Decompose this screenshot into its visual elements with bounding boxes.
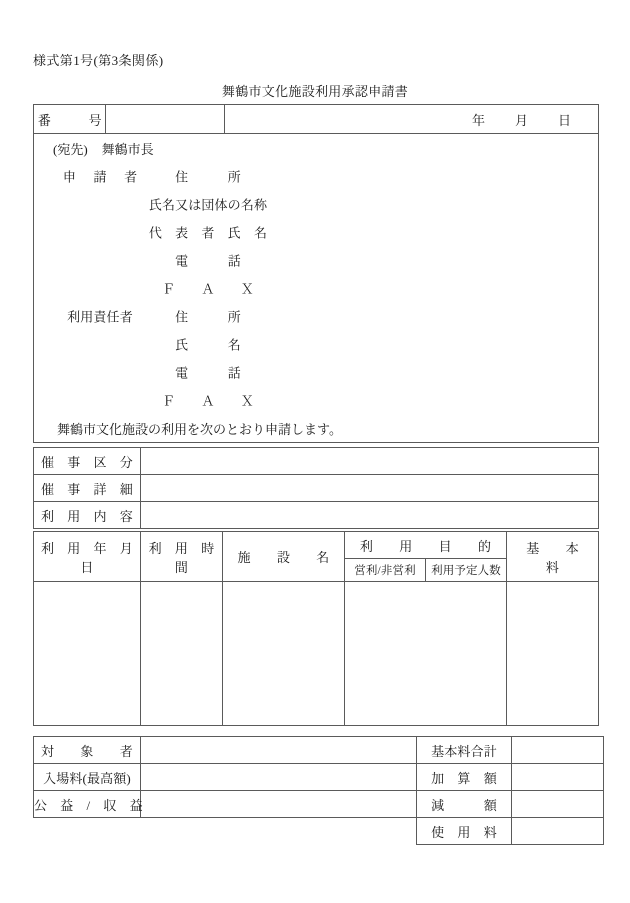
- public-profit-label-text: 公 益 / 収 益: [34, 797, 143, 813]
- applicant-fax-row: [34, 274, 599, 302]
- manager-phone-label: 電 話: [175, 365, 241, 381]
- number-label: [34, 105, 106, 134]
- page-title: 舞鶴市文化施設利用承認申請書: [221, 84, 409, 99]
- cell-date[interactable]: [34, 582, 141, 726]
- spacer-mid: [141, 818, 417, 845]
- manager-name-cell: [34, 330, 599, 358]
- summary-row-target: [34, 737, 604, 764]
- year-label: 年: [471, 112, 485, 128]
- deduction-label: [417, 791, 512, 818]
- manager-phone-cell: [34, 358, 599, 386]
- col-header-base-fee: [507, 532, 606, 582]
- event-category-row: [34, 448, 599, 475]
- manager-phone-row: [34, 358, 599, 386]
- addressee-name: 舞鶴市長: [101, 141, 154, 157]
- applicant-repname-row: [34, 218, 599, 246]
- additional-charge-label: [417, 764, 512, 791]
- summary-table: [33, 736, 604, 845]
- applicant-repname-cell: [34, 218, 599, 246]
- applicant-role-label: 申 請 者: [62, 169, 140, 185]
- number-input[interactable]: [106, 105, 225, 134]
- usage-fee-label: [417, 818, 512, 845]
- applicant-address-cell: [34, 162, 599, 190]
- manager-address-label: 住 所: [175, 309, 241, 325]
- admission-fee-label: [34, 764, 141, 791]
- deduction-label-text: 減 額: [431, 797, 497, 813]
- cell-base-fee[interactable]: [507, 582, 599, 726]
- admission-fee-label-text: 入場料(最高額): [43, 770, 131, 786]
- manager-address-cell: [34, 302, 599, 330]
- cell-purpose[interactable]: [345, 582, 507, 726]
- applicant-phone-row: [34, 246, 599, 274]
- applicant-address-label: 住 所: [175, 169, 241, 185]
- applicant-repname-label: 代 表 者 氏 名: [148, 225, 268, 241]
- date-line: [225, 105, 599, 134]
- cell-time[interactable]: [141, 582, 223, 726]
- col-header-facility-text: 施 設 名: [237, 550, 330, 565]
- event-category-label-text: 催 事 区 分: [41, 454, 133, 470]
- col-header-purpose-text: 利 用 目 的: [359, 538, 492, 554]
- manager-fax-label: Ｆ Ａ Ｘ: [162, 393, 254, 409]
- applicant-orgname-label: 氏名又は団体の名称: [148, 197, 268, 213]
- manager-address-row: [34, 302, 599, 330]
- summary-row-publicprofit: [34, 791, 604, 818]
- col-header-purpose: [345, 532, 507, 559]
- event-category-input[interactable]: [141, 448, 599, 475]
- applicant-phone-label: 電 話: [175, 253, 241, 269]
- table-row: [34, 582, 599, 726]
- month-label: 月: [514, 112, 528, 128]
- public-profit-input[interactable]: [141, 791, 417, 818]
- col-header-date: [34, 532, 147, 582]
- number-date-row: [34, 105, 599, 134]
- col-header-date-text: 利 用 年 月 日: [41, 540, 147, 575]
- manager-fax-row: [34, 386, 599, 414]
- usage-content-input[interactable]: [141, 502, 599, 529]
- target-audience-input[interactable]: [141, 737, 417, 764]
- usage-table: [33, 531, 606, 726]
- deduction-input[interactable]: [512, 791, 604, 818]
- statement-row: [34, 414, 599, 443]
- public-profit-label: [34, 791, 141, 818]
- addressee-prefix: (宛先): [53, 141, 88, 157]
- applicant-orgname-cell: [34, 190, 599, 218]
- addressee-row: [34, 134, 599, 163]
- target-audience-label-text: 対 象 者: [41, 743, 133, 759]
- manager-role-label: 利用責任者: [67, 309, 133, 325]
- number-label-text: 番 号: [37, 112, 106, 128]
- base-fee-total-label: [417, 737, 512, 764]
- addressee-cell: [34, 134, 599, 163]
- spacer-left: [34, 818, 141, 845]
- usage-content-row: [34, 502, 599, 529]
- usage-header-row-top: [34, 532, 599, 559]
- manager-fax-cell: [34, 386, 599, 414]
- usage-fee-label-text: 使 用 料: [431, 824, 497, 840]
- col-header-profit-type: 営利/非営利: [345, 559, 426, 582]
- applicant-fax-cell: [34, 274, 599, 302]
- col-header-base-fee-text: 基 本 料: [526, 540, 606, 575]
- target-audience-label: [34, 737, 141, 764]
- col-header-facility: [223, 532, 345, 582]
- event-detail-label: [34, 475, 141, 502]
- event-category-label: [34, 448, 141, 475]
- applicant-phone-cell: [34, 246, 599, 274]
- event-info-block: [33, 447, 599, 529]
- manager-name-row: [34, 330, 599, 358]
- admission-fee-input[interactable]: [141, 764, 417, 791]
- usage-content-label: [34, 502, 141, 529]
- applicant-fax-label: Ｆ Ａ Ｘ: [162, 281, 254, 297]
- base-fee-total-label-text: 基本料合計: [431, 743, 497, 759]
- event-detail-row: [34, 475, 599, 502]
- statement-text: 舞鶴市文化施設の利用を次のとおり申請します。: [34, 414, 599, 443]
- col-header-time: [141, 532, 228, 582]
- col-header-time-text: 利 用 時 間: [148, 540, 228, 575]
- col-header-expected-attendance: 利用予定人数: [426, 559, 507, 582]
- base-fee-total-input[interactable]: [512, 737, 604, 764]
- additional-charge-label-text: 加 算 額: [431, 770, 497, 786]
- summary-row-usagefee: [34, 818, 604, 845]
- event-detail-label-text: 催 事 詳 細: [41, 481, 133, 497]
- applicant-orgname-row: [34, 190, 599, 218]
- manager-name-label: 氏 名: [175, 337, 241, 353]
- cell-facility[interactable]: [223, 582, 345, 726]
- form-number: 様式第1号(第3条関係): [33, 53, 164, 68]
- additional-charge-input[interactable]: [512, 764, 604, 791]
- usage-fee-input[interactable]: [512, 818, 604, 845]
- event-detail-input[interactable]: [141, 475, 599, 502]
- usage-content-label-text: 利 用 内 容: [41, 508, 133, 524]
- day-label: 日: [557, 112, 571, 128]
- applicant-block: [33, 104, 599, 443]
- summary-row-admission: [34, 764, 604, 791]
- applicant-address-row: [34, 162, 599, 190]
